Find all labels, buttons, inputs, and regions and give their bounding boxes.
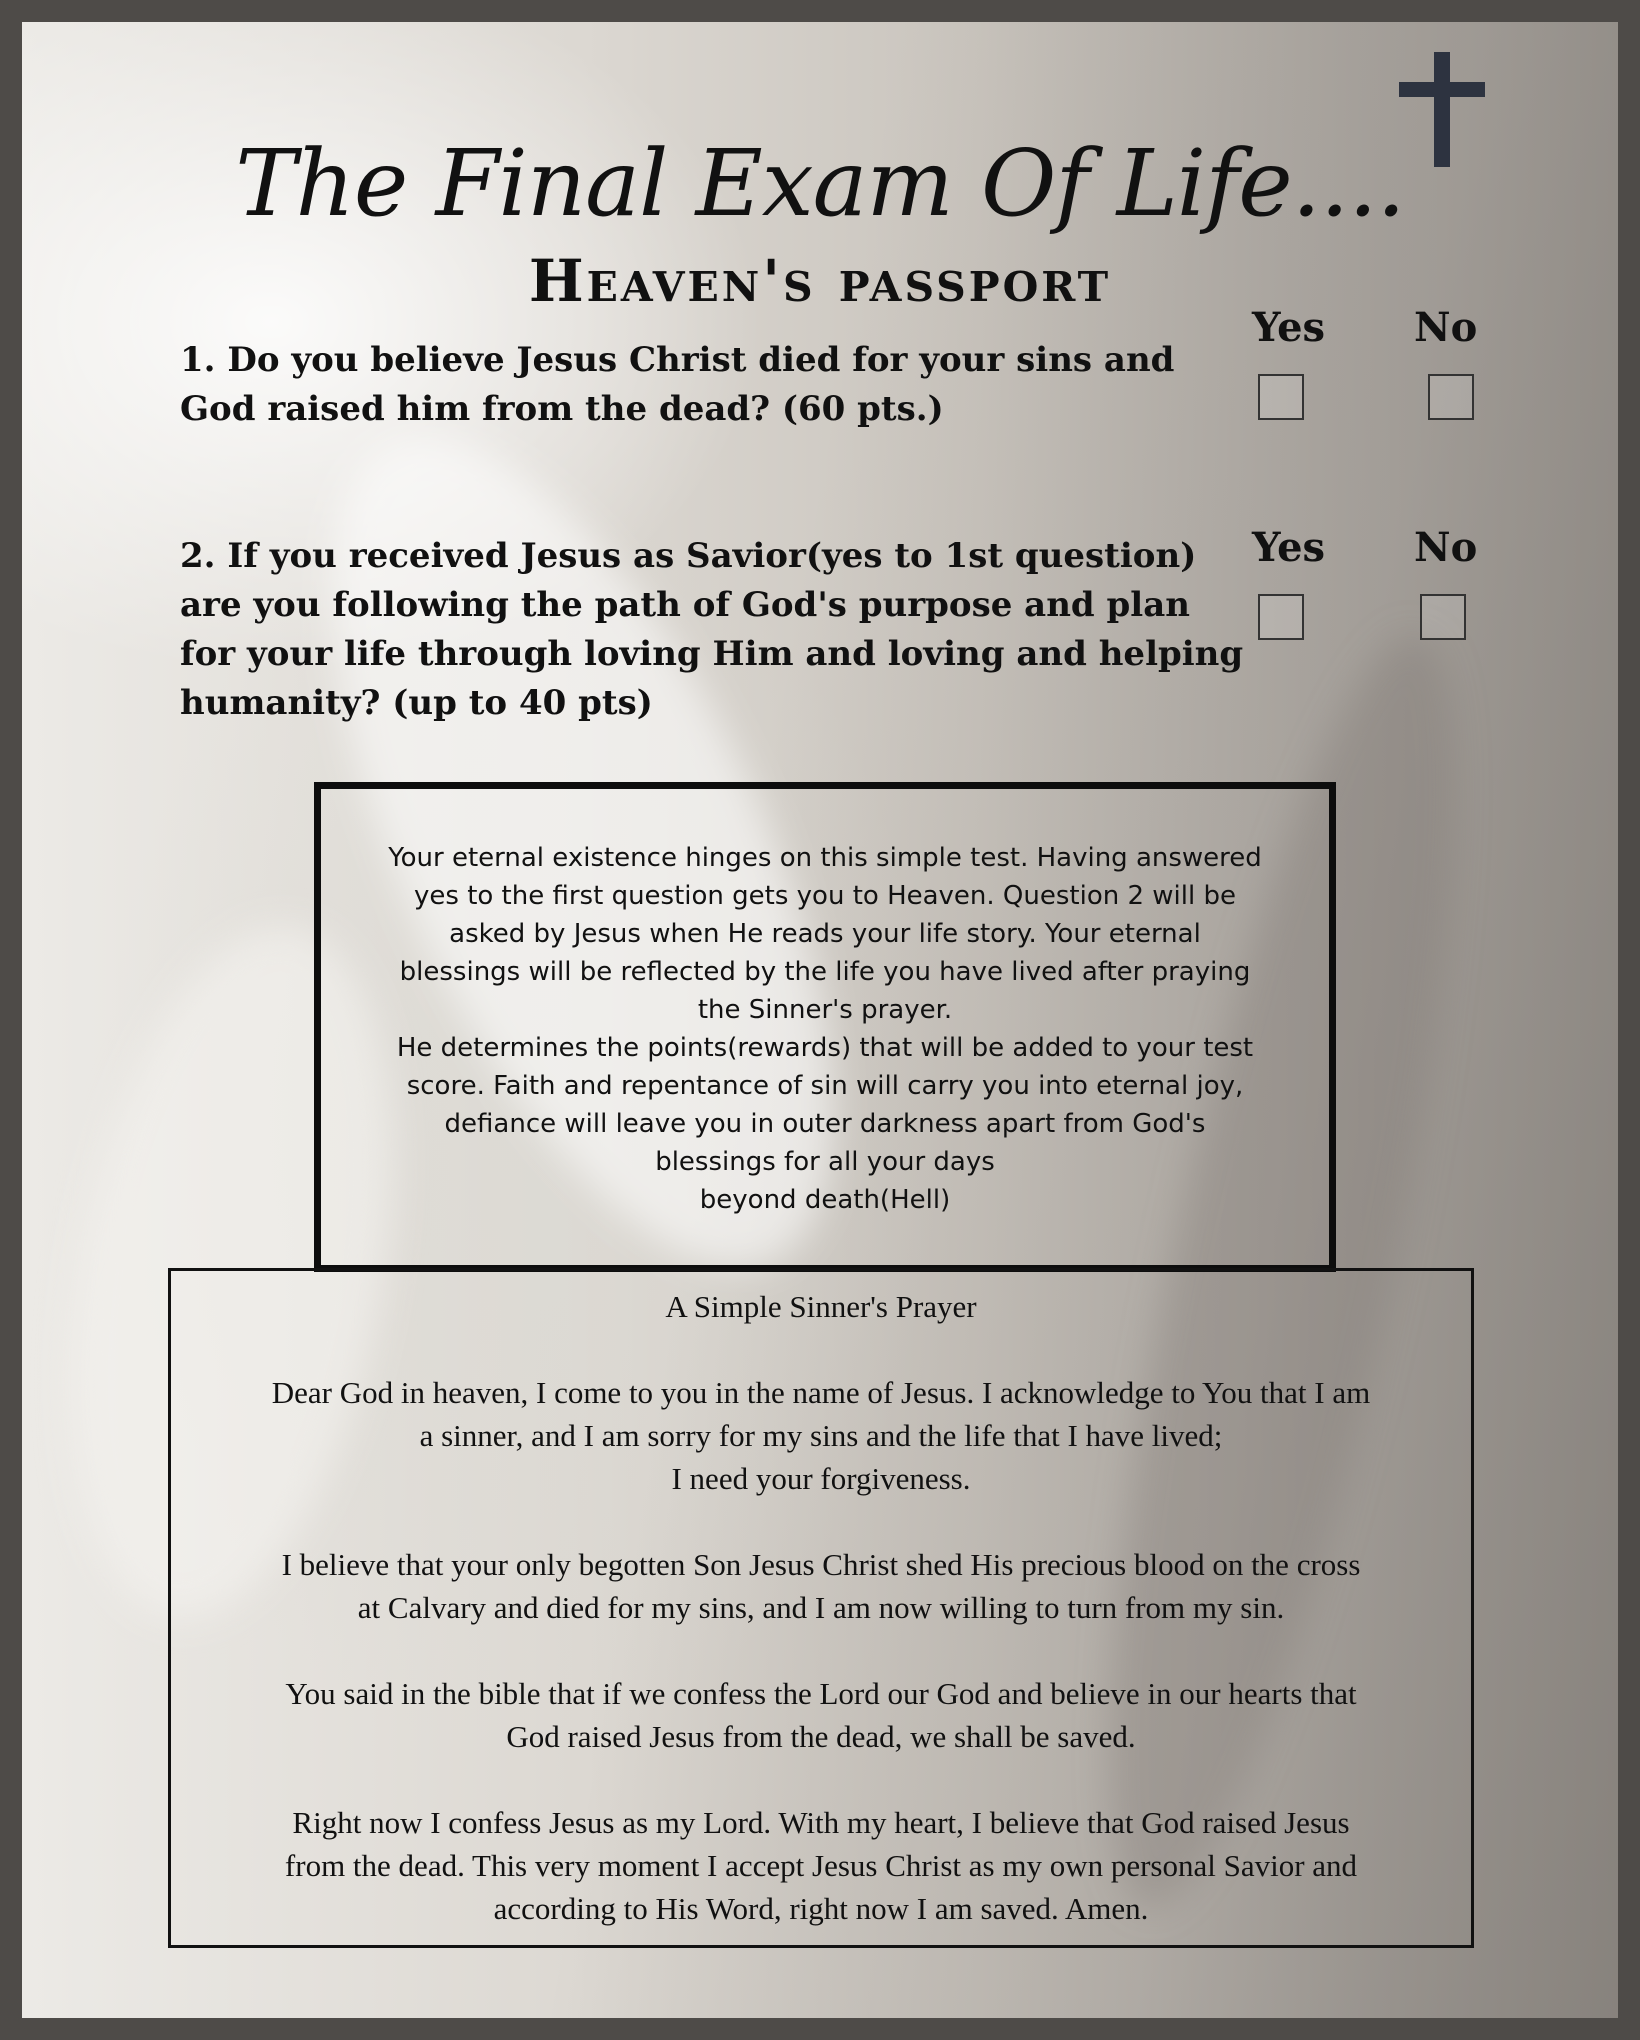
question-line: 1. Do you believe Jesus Christ died for your sins and — [180, 340, 1175, 380]
question-line: 2. If you received Jesus as Savior(yes to 1st question) — [180, 536, 1197, 576]
prayer-paragraph — [181, 1672, 1461, 1758]
q1-yes-label: Yes — [1252, 304, 1326, 351]
prayer-line: God raised Jesus from the dead, we shall be saved. — [506, 1719, 1136, 1754]
notice-line: defiance will leave you in outer darkness apart from God's — [444, 1109, 1206, 1139]
prayer-line: You said in the bible that if we confess the Lord our God and believe in our hearts that — [285, 1676, 1357, 1711]
question-line: humanity? (up to 40 pts) — [180, 683, 653, 723]
notice-line: He determines the points(rewards) that will be added to your test — [396, 1033, 1254, 1063]
question-1 — [180, 336, 1174, 434]
prayer-line: Right now I confess Jesus as my Lord. With my heart, I believe that God raised Jesus — [292, 1805, 1350, 1840]
prayer-line: from the dead. This very moment I accept Jesus Christ as my own personal Savior and — [284, 1848, 1358, 1883]
prayer-title: A Simple Sinner's Prayer — [665, 1289, 977, 1324]
q2-no-checkbox[interactable] — [1420, 594, 1466, 640]
page-subtitle: Heaven's passport — [528, 247, 1112, 315]
q2-yes-label: Yes — [1252, 524, 1326, 571]
question-line: for your life through loving Him and loving and helping — [180, 634, 1244, 674]
prayer-line: at Calvary and died for my sins, and I am now willing to turn from my sin. — [357, 1590, 1285, 1625]
document-page — [22, 22, 1618, 2018]
prayer-paragraph — [181, 1543, 1461, 1629]
notice-line: asked by Jesus when He reads your life story. Your eternal — [449, 919, 1201, 949]
prayer-paragraph — [181, 1371, 1461, 1500]
question-2 — [180, 532, 1243, 728]
prayer-line: I believe that your only begotten Son Jesus Christ shed His precious blood on the cross — [281, 1547, 1361, 1582]
prayer-paragraph — [181, 1801, 1461, 1930]
q1-yes-checkbox[interactable] — [1258, 374, 1304, 420]
page-title: The Final Exam Of Life.... — [235, 130, 1405, 237]
question-line: God raised him from the dead? (60 pts.) — [180, 389, 944, 429]
q2-yes-checkbox[interactable] — [1258, 594, 1304, 640]
prayer-box — [168, 1268, 1474, 1948]
q2-no-label: No — [1414, 524, 1478, 571]
prayer-line: I need your forgiveness. — [671, 1461, 971, 1496]
prayer-line: a sinner, and I am sorry for my sins and the life that I have lived; — [419, 1418, 1223, 1453]
notice-line: Your eternal existence hinges on this simple test. Having answered — [388, 843, 1262, 873]
prayer-line: according to His Word, right now I am saved. Amen. — [493, 1891, 1149, 1926]
notice-line: beyond death(Hell) — [699, 1185, 951, 1215]
question-line: are you following the path of God's purpose and plan — [180, 585, 1190, 625]
q1-no-label: No — [1414, 304, 1478, 351]
notice-box — [314, 782, 1336, 1272]
notice-line: blessings will be reflected by the life you have lived after praying — [399, 957, 1251, 987]
notice-line: the Sinner's prayer. — [697, 995, 953, 1025]
notice-line: blessings for all your days — [655, 1147, 995, 1177]
notice-line: yes to the first question gets you to Heaven. Question 2 will be — [414, 881, 1236, 911]
prayer-line: Dear God in heaven, I come to you in the name of Jesus. I acknowledge to You that I am — [271, 1375, 1371, 1410]
notice-line: score. Faith and repentance of sin will carry you into eternal joy, — [406, 1071, 1244, 1101]
q1-no-checkbox[interactable] — [1428, 374, 1474, 420]
